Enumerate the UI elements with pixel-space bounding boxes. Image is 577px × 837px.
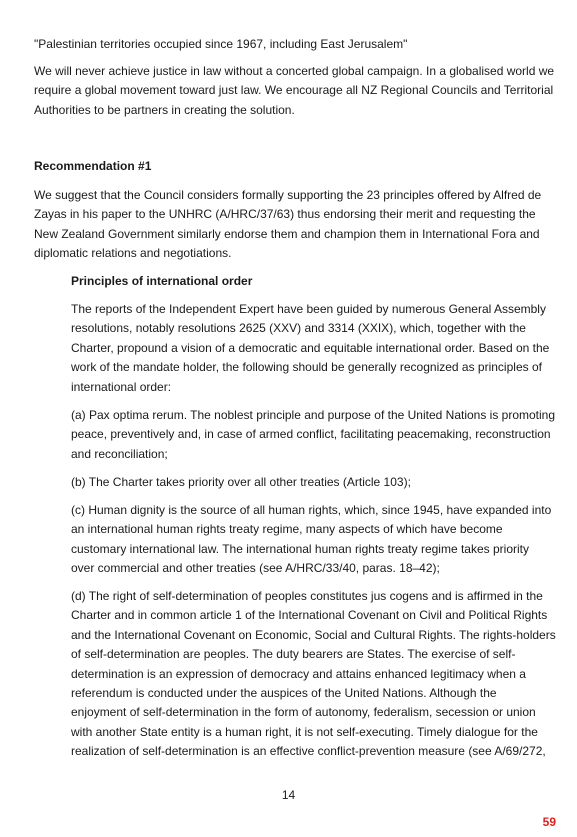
quote-line: "Palestinian territories occupied since 1967, including East Jerusalem" <box>34 37 408 51</box>
text-line: resolutions, notably resolutions 2625 (XXV) and 3314 (XXIX), which, together with the <box>71 321 526 336</box>
item-a <box>71 406 556 464</box>
text-line: We will never achieve justice in law without a concerted global campaign. In a globalised world we <box>34 64 555 78</box>
text-line: realization of self-determination is an effective conflict-prevention measure (see A/69/272, <box>71 744 546 759</box>
text-line: referendum is conducted under the auspices of the United Nations. Although the <box>71 686 497 701</box>
text-line: of self-determination are peoples. The duty bearers are States. The exercise of self- <box>71 647 516 662</box>
text-line: peace, preventively and, in case of armed conflict, facilitating peacemaking, reconstruction <box>71 427 551 442</box>
text-line: with another State entity is a human right, it is not self-executing. Timely dialogue for the <box>71 724 538 739</box>
text-line: customary international law. The international human rights treaty regime takes priority <box>71 541 529 556</box>
text-line: (d) The right of self-determination of peoples constitutes jus cogens and is affirmed in the <box>71 589 543 603</box>
recommendation-heading: Recommendation #1 <box>34 159 152 173</box>
text-line: The reports of the Independent Expert have been guided by numerous General Assembly <box>71 302 546 316</box>
text-line: (c) Human dignity is the source of all human rights, which, since 1945, have expanded into <box>71 503 552 517</box>
text-line: We suggest that the Council considers formally supporting the 23 principles offered by Alfred de <box>34 188 542 202</box>
text-line: (b) The Charter takes priority over all other treaties (Article 103); <box>71 475 411 489</box>
text-line: Charter and in common article 1 of the International Covenant on Civil and Political Rights <box>71 608 548 623</box>
page-number: 14 <box>281 788 296 802</box>
text-line: Authorities to be partners in creating the solution. <box>34 102 295 117</box>
para-recommendation <box>34 186 544 264</box>
text-line: Charter, propound a vision of a democratic and equitable international order. Based on the <box>71 340 550 355</box>
text-line: over commercial and other treaties (see A/HRC/33/40, paras. 18–42); <box>71 561 440 576</box>
stamp-number: 59 <box>542 815 556 829</box>
text-line: require a global movement toward just law. We encourage all NZ Regional Councils and Territorial <box>34 83 554 98</box>
para-intro <box>71 300 550 397</box>
text-line: and the International Covenant on Economic, Social and Cultural Rights. The rights-holders <box>71 627 556 642</box>
text-line: determination is an expression of democracy and attains enhanced legitimacy when a <box>71 666 526 681</box>
text-line: an international human rights treaty regime, many aspects of which have become <box>71 522 503 537</box>
text-line: enjoyment of self-determination in the form of autonomy, federalism, secession or union <box>71 705 536 720</box>
text-line: New Zealand Government similarly endorse them and champion them in International Fora and <box>34 226 540 241</box>
para-global-campaign <box>34 62 555 120</box>
item-b <box>71 473 546 492</box>
text-line: international order: <box>71 379 172 394</box>
text-line: and reconciliation; <box>71 446 168 461</box>
principles-heading: Principles of international order <box>71 274 253 288</box>
item-d <box>71 587 556 762</box>
text-line: Zayas in his paper to the UNHRC (A/HRC/37/63) thus endorsing their merit and requesting the <box>34 207 536 222</box>
text-line: work of the mandate holder, the following should be generally recognized as principles of <box>71 360 542 375</box>
text-line: (a) Pax optima rerum. The noblest principle and purpose of the United Nations is promoting <box>71 408 556 422</box>
item-c <box>71 501 552 579</box>
text-line: diplomatic relations and negotiations. <box>34 246 232 261</box>
